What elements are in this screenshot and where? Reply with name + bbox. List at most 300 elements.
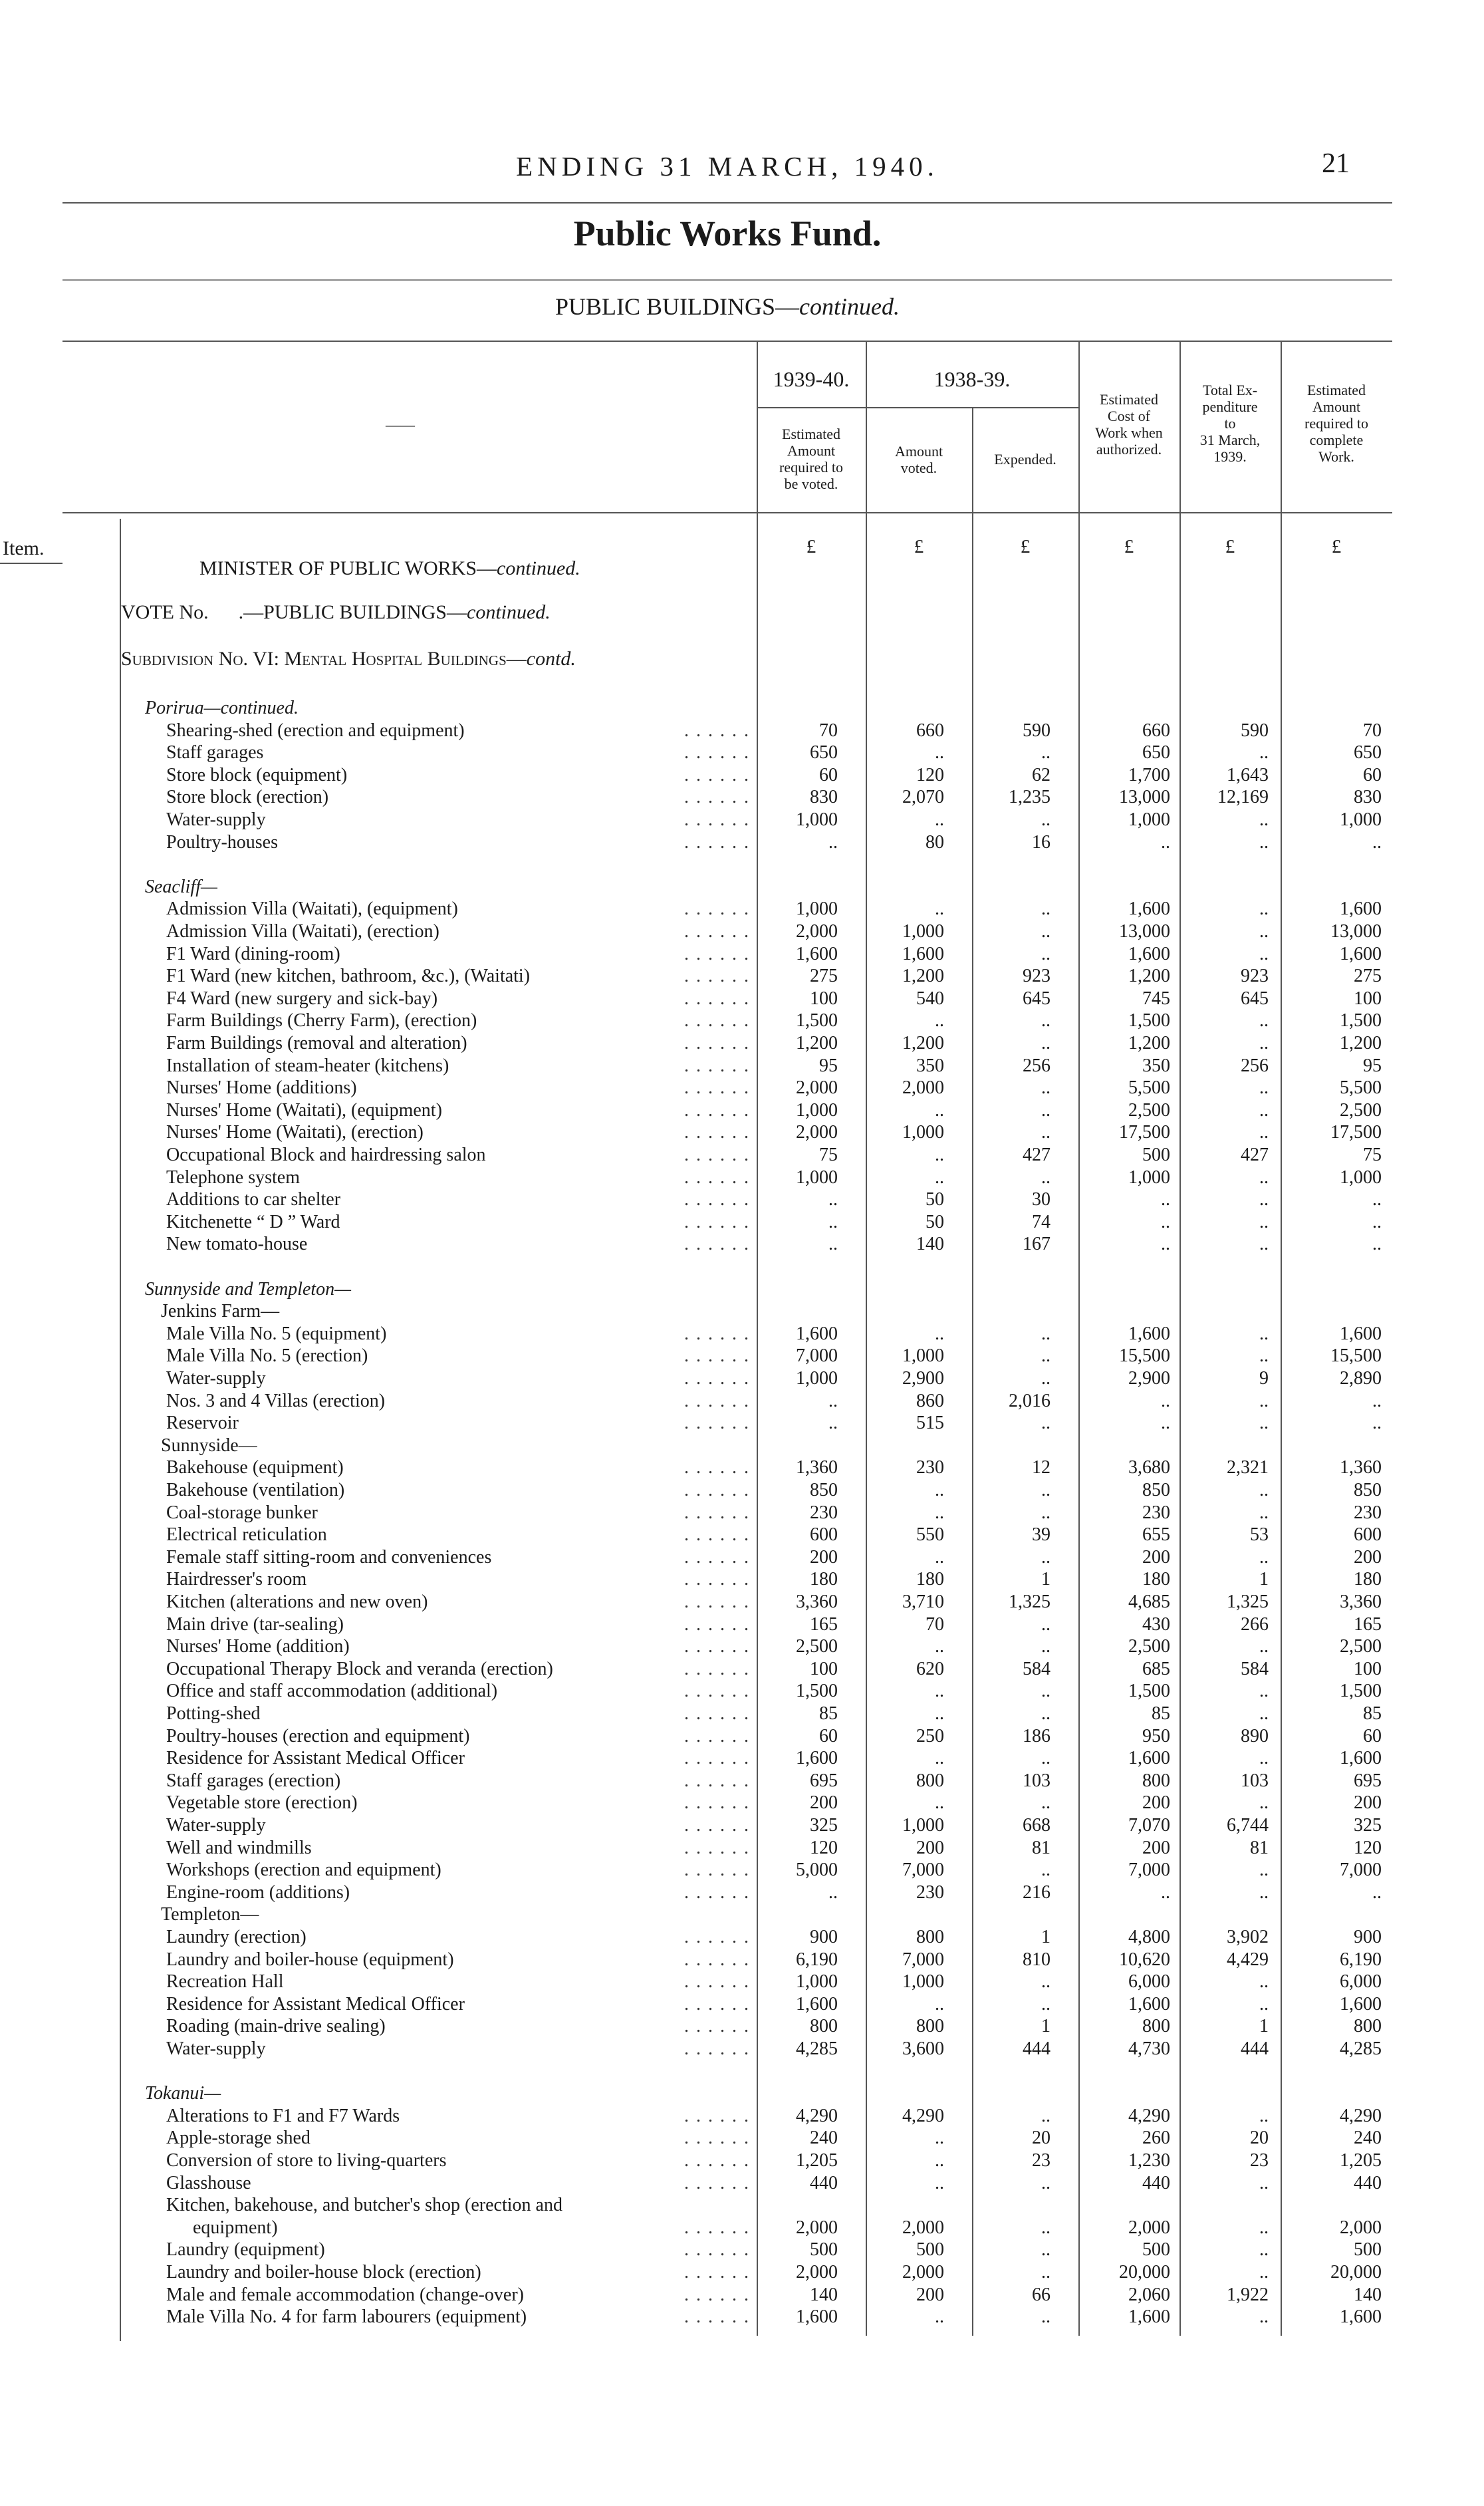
row-value-col4: 7,000 [1128, 1860, 1170, 1880]
row-value-col5: 1,325 [1227, 1592, 1269, 1612]
row-value-col4: 13,000 [1119, 787, 1170, 807]
col-amount-voted-line: Amount [894, 443, 943, 460]
row-label: Water-supply [166, 1815, 266, 1836]
row-value-col6: 95 [1363, 1055, 1382, 1076]
row-value-col6: 165 [1354, 1614, 1382, 1635]
col-est-amount-line: be voted. [784, 476, 838, 492]
col-amount-voted-line: voted. [900, 460, 937, 476]
row-value-col4: 4,290 [1128, 2106, 1170, 2126]
row-value-col4: 20,000 [1119, 2262, 1170, 2283]
row-value-col1: 2,000 [796, 1077, 838, 1098]
row-label: Kitchenette “ D ” Ward [166, 1212, 340, 1232]
row-label: F1 Ward (new kitchen, bathroom, &c.), (Waitati) [166, 966, 531, 986]
row-value-col6: 2,500 [1340, 1100, 1382, 1121]
row-value-col1: 1,205 [796, 2150, 838, 2171]
leader-dots: . . . . . . [684, 2262, 750, 2283]
row-value-col2: .. [935, 1703, 944, 1724]
row-value-col3: 23 [1032, 2150, 1051, 2171]
table-row [0, 965, 1484, 988]
row-value-col6: 1,000 [1340, 1167, 1382, 1188]
leader-dots: . . . . . . [684, 1592, 750, 1612]
table-row [0, 1680, 1484, 1703]
row-value-col3: .. [1041, 1614, 1051, 1635]
row-label: Roading (main-drive sealing) [166, 2016, 386, 2036]
row-value-col5: 9 [1259, 1368, 1269, 1389]
table-row [0, 1412, 1484, 1435]
row-value-col1: 5,000 [796, 1860, 838, 1880]
row-value-col3: .. [1041, 1480, 1051, 1500]
col-total-exp-line: 1939. [1213, 448, 1247, 465]
row-value-col1: 1,360 [796, 1457, 838, 1478]
row-label: Occupational Block and hairdressing salon [166, 1145, 486, 1165]
table-row [0, 1211, 1484, 1234]
row-value-col2: .. [935, 2150, 944, 2171]
row-value-col4: 1,700 [1128, 765, 1170, 785]
row-value-col4: .. [1161, 1882, 1170, 1903]
row-value-col1: 200 [810, 1792, 838, 1813]
row-value-col2: 140 [916, 1234, 944, 1254]
row-value-col4: 10,620 [1119, 1949, 1170, 1970]
table-row [0, 786, 1484, 809]
row-value-col6: .. [1372, 832, 1382, 853]
row-value-col2: 7,000 [902, 1949, 944, 1970]
table-row [0, 1323, 1484, 1345]
row-value-col5: .. [1259, 1010, 1269, 1031]
row-value-col5: 12,169 [1217, 787, 1269, 807]
row-label: Male Villa No. 5 (erection) [166, 1345, 368, 1366]
row-value-col6: 1,600 [1340, 1323, 1382, 1344]
row-value-col6: 2,890 [1340, 1368, 1382, 1389]
row-label: Poultry-houses [166, 832, 278, 853]
leader-dots: . . . . . . [684, 832, 750, 853]
row-value-col3: .. [1041, 1413, 1051, 1433]
row-value-col6: 325 [1354, 1815, 1382, 1836]
row-value-col1: .. [828, 1882, 838, 1903]
row-value-col2: .. [935, 2306, 944, 2327]
row-label: Coal-storage bunker [166, 1502, 318, 1523]
row-value-col5: .. [1259, 1391, 1269, 1411]
row-value-col4: 7,070 [1128, 1815, 1170, 1836]
row-label: Water-supply [166, 809, 266, 830]
row-label: Admission Villa (Waitati), (erection) [166, 921, 439, 942]
table-row [0, 2082, 1484, 2105]
row-value-col2: 2,000 [902, 1077, 944, 1098]
row-value-col6: 13,000 [1330, 921, 1382, 942]
row-value-col5: 81 [1250, 1838, 1269, 1858]
row-label: Admission Villa (Waitati), (equipment) [166, 899, 458, 919]
row-value-col2: 70 [926, 1614, 944, 1635]
row-value-col1: 6,190 [796, 1949, 838, 1970]
col-est-complete-line: required to [1304, 415, 1368, 432]
row-value-col3: .. [1041, 1368, 1051, 1389]
row-value-col1: 1,600 [796, 944, 838, 964]
row-value-col1: 75 [819, 1145, 838, 1165]
leader-dots: . . . . . . [684, 1748, 750, 1768]
row-label: Poultry-houses (erection and equipment) [166, 1726, 470, 1746]
row-value-col1: 1,000 [796, 899, 838, 919]
row-value-col1: 500 [810, 2239, 838, 2260]
row-value-col4: 200 [1142, 1792, 1170, 1813]
row-value-col2: 500 [916, 2239, 944, 2260]
row-value-col1: 2,000 [796, 2262, 838, 2283]
row-value-col5: 103 [1241, 1770, 1269, 1791]
row-value-col3: 81 [1032, 1838, 1051, 1858]
row-label: Additions to car shelter [166, 1189, 341, 1210]
page-number: 21 [1322, 148, 1350, 179]
row-value-col2: 1,600 [902, 944, 944, 964]
row-value-col3: 810 [1023, 1949, 1051, 1970]
row-value-col5: .. [1259, 1033, 1269, 1053]
col-est-cost-line: Estimated [1100, 391, 1158, 408]
leader-dots: . . . . . . [684, 1949, 750, 1970]
row-value-col2: 515 [916, 1413, 944, 1433]
row-value-col2: 200 [916, 1838, 944, 1858]
table-row [0, 1814, 1484, 1837]
leader-dots: . . . . . . [684, 1413, 750, 1433]
row-value-col2: 3,600 [902, 2038, 944, 2059]
row-value-col3: .. [1041, 2306, 1051, 2327]
row-value-col4: 1,200 [1128, 1033, 1170, 1053]
col-est-amount-line: required to [779, 459, 843, 476]
row-label: Store block (erection) [166, 787, 329, 807]
row-value-col1: 4,290 [796, 2106, 838, 2126]
row-value-col5: 590 [1241, 720, 1269, 741]
leader-dots: . . . . . . [684, 1994, 750, 2015]
row-value-col4: 2,500 [1128, 1636, 1170, 1657]
row-label: Laundry and boiler-house (equipment) [166, 1949, 454, 1970]
row-value-col3: 668 [1023, 1815, 1051, 1836]
leader-dots: . . . . . . [684, 1010, 750, 1031]
row-value-col1: 230 [810, 1502, 838, 1523]
leader-dots: . . . . . . [684, 1770, 750, 1791]
leader-dots: . . . . . . [684, 2128, 750, 2148]
table-row [0, 1390, 1484, 1413]
row-value-col4: 850 [1142, 1480, 1170, 1500]
row-value-col1: 2,000 [796, 2217, 838, 2238]
row-value-col6: 6,190 [1340, 1949, 1382, 1970]
row-label: Male Villa No. 5 (equipment) [166, 1323, 387, 1344]
table-row [0, 2150, 1484, 2172]
col-est-complete-line: Work. [1318, 448, 1354, 465]
pound-sign-col5: £ [1225, 536, 1235, 557]
leader-dots: . . . . . . [684, 1792, 750, 1813]
table-row [0, 2105, 1484, 2128]
row-label: Nurses' Home (additions) [166, 1077, 357, 1098]
row-value-col3: .. [1041, 1994, 1051, 2015]
row-label: Store block (equipment) [166, 765, 348, 785]
row-value-col3: .. [1041, 1010, 1051, 1031]
row-value-col1: 60 [819, 765, 838, 785]
row-value-col5: .. [1259, 1703, 1269, 1724]
leader-dots: . . . . . . [684, 2150, 750, 2171]
item-label: Item. [3, 537, 45, 559]
col-total-exp-line: penditure [1202, 398, 1258, 415]
row-value-col4: 430 [1142, 1614, 1170, 1635]
row-label: Conversion of store to living-quarters [166, 2150, 447, 2171]
row-value-col5: 23 [1250, 2150, 1269, 2171]
leader-dots: . . . . . . [684, 2306, 750, 2327]
col-total-exp-line: 31 March, [1199, 432, 1261, 448]
row-value-col2: 50 [926, 1212, 944, 1232]
leader-dots: . . . . . . [684, 1614, 750, 1635]
row-value-col2: 540 [916, 988, 944, 1009]
row-label: Residence for Assistant Medical Officer [166, 1994, 465, 2015]
col-expended-line: Expended. [994, 451, 1056, 468]
leader-dots: . . . . . . [684, 899, 750, 919]
row-value-col4: 655 [1142, 1524, 1170, 1545]
row-value-col6: 20,000 [1330, 2262, 1382, 2283]
leader-dots: . . . . . . [684, 1636, 750, 1657]
row-value-col4: 1,000 [1128, 1167, 1170, 1188]
table-row [0, 1770, 1484, 1792]
row-value-col5: 1 [1259, 2016, 1269, 2036]
table-row [0, 1546, 1484, 1569]
row-value-col1: 1,600 [796, 1994, 838, 2015]
row-value-col1: 85 [819, 1703, 838, 1724]
row-value-col6: 1,600 [1340, 899, 1382, 919]
row-value-col4: 1,600 [1128, 1323, 1170, 1344]
row-value-col1: 1,000 [796, 1971, 838, 1992]
row-value-col2: 3,710 [902, 1592, 944, 1612]
row-label: Tokanui— [145, 2083, 221, 2104]
row-value-col2: 7,000 [902, 1860, 944, 1880]
row-value-col1: 600 [810, 1524, 838, 1545]
row-value-col5: 427 [1241, 1145, 1269, 1165]
row-value-col3: .. [1041, 899, 1051, 919]
row-label: F1 Ward (dining-room) [166, 944, 340, 964]
table-row [0, 1435, 1484, 1457]
table-row [0, 1233, 1484, 1256]
leader-dots: . . . . . . [684, 1927, 750, 1947]
row-label: New tomato-house [166, 1234, 308, 1254]
row-value-col6: 2,000 [1340, 2217, 1382, 2238]
row-value-col6: 5,500 [1340, 1077, 1382, 1098]
row-value-col4: .. [1161, 1212, 1170, 1232]
row-value-col3: 20 [1032, 2128, 1051, 2148]
leader-dots: . . . . . . [684, 1145, 750, 1165]
row-label: Female staff sitting-room and conveniences [166, 1547, 492, 1568]
row-value-col3: 74 [1032, 1212, 1051, 1232]
row-value-col2: 50 [926, 1189, 944, 1210]
row-value-col2: 230 [916, 1457, 944, 1478]
row-value-col6: 200 [1354, 1547, 1382, 1568]
row-value-col6: 140 [1354, 2285, 1382, 2305]
row-value-col3: 103 [1023, 1770, 1051, 1791]
row-value-col3: 12 [1032, 1457, 1051, 1478]
row-label: Sunnyside— [161, 1435, 257, 1456]
row-label: Sunnyside and Templeton— [145, 1279, 352, 1300]
row-value-col5: 256 [1241, 1055, 1269, 1076]
row-value-col5: .. [1259, 1792, 1269, 1813]
row-value-col6: 830 [1354, 787, 1382, 807]
row-value-col5: .. [1259, 1636, 1269, 1657]
row-value-col2: .. [935, 809, 944, 830]
row-value-col5: .. [1259, 1077, 1269, 1098]
col-est-cost-line: Cost of [1107, 408, 1151, 424]
row-label: Engine-room (additions) [166, 1882, 350, 1903]
row-label: Staff garages (erection) [166, 1770, 341, 1791]
row-label: Alterations to F1 and F7 Wards [166, 2106, 400, 2126]
row-value-col4: .. [1161, 1189, 1170, 1210]
row-value-col3: 444 [1023, 2038, 1051, 2059]
table-row [0, 1077, 1484, 1099]
row-value-col2: .. [935, 1145, 944, 1165]
table-row [0, 1859, 1484, 1881]
row-value-col3: 1,235 [1009, 787, 1051, 807]
row-label: Well and windmills [166, 1838, 312, 1858]
leader-dots: . . . . . . [684, 1100, 750, 1121]
row-label: Templeton— [161, 1904, 259, 1925]
row-value-col5: 6,744 [1227, 1815, 1269, 1836]
row-value-col1: 1,600 [796, 2306, 838, 2327]
leader-dots: . . . . . . [684, 2217, 750, 2238]
row-label: Residence for Assistant Medical Officer [166, 1748, 465, 1768]
col-est-complete-line: Estimated [1307, 382, 1366, 398]
row-label: Nurses' Home (Waitati), (erection) [166, 1122, 424, 1143]
row-value-col3: 256 [1023, 1055, 1051, 1076]
row-value-col5: .. [1259, 1994, 1269, 2015]
row-value-col2: 4,290 [902, 2106, 944, 2126]
table-row [0, 1167, 1484, 1189]
row-value-col6: 2,500 [1340, 1636, 1382, 1657]
leader-dots: . . . . . . [684, 1882, 750, 1903]
row-value-col5: .. [1259, 1480, 1269, 1500]
leader-dots: . . . . . . [684, 1077, 750, 1098]
row-value-col2: .. [935, 2128, 944, 2148]
row-value-col1: 1,000 [796, 1167, 838, 1188]
row-value-col2: 250 [916, 1726, 944, 1746]
row-value-col1: .. [828, 1212, 838, 1232]
row-value-col5: .. [1259, 1748, 1269, 1768]
row-label: Recreation Hall [166, 1971, 284, 1992]
row-value-col1: .. [828, 1234, 838, 1254]
row-value-col1: 650 [810, 742, 838, 763]
row-label: Seacliff— [145, 877, 217, 897]
row-value-col3: 427 [1023, 1145, 1051, 1165]
row-label: Jenkins Farm— [161, 1301, 280, 1322]
row-value-col6: 240 [1354, 2128, 1382, 2148]
row-value-col5: 444 [1241, 2038, 1269, 2059]
row-value-col3: 167 [1023, 1234, 1051, 1254]
row-value-col2: .. [935, 1100, 944, 1121]
table-row [0, 831, 1484, 854]
row-value-col2: 2,000 [902, 2217, 944, 2238]
table-row [0, 2239, 1484, 2261]
row-value-col2: .. [935, 1547, 944, 1568]
table-row [0, 1837, 1484, 1860]
leader-dots: . . . . . . [684, 2016, 750, 2036]
pound-sign-col1: £ [806, 536, 816, 557]
row-value-col2: 1,000 [902, 1971, 944, 1992]
row-value-col3: .. [1041, 2217, 1051, 2238]
row-value-col3: 66 [1032, 2285, 1051, 2305]
row-value-col3: 1 [1041, 2016, 1051, 2036]
row-value-col6: 900 [1354, 1927, 1382, 1947]
row-value-col3: .. [1041, 944, 1051, 964]
row-value-col1: 1,000 [796, 1100, 838, 1121]
row-label: Installation of steam-heater (kitchens) [166, 1055, 449, 1076]
row-value-col6: .. [1372, 1212, 1382, 1232]
row-value-col2: 180 [916, 1569, 944, 1590]
row-value-col6: 60 [1363, 765, 1382, 785]
pound-sign-col4: £ [1124, 536, 1134, 557]
row-value-col4: 2,060 [1128, 2285, 1170, 2305]
row-label: Potting-shed [166, 1703, 261, 1724]
leader-dots: . . . . . . [684, 921, 750, 942]
row-label: Workshops (erection and equipment) [166, 1860, 441, 1880]
table-row [0, 1725, 1484, 1748]
row-value-col6: 1,600 [1340, 944, 1382, 964]
row-value-col5: 3,902 [1227, 1927, 1269, 1947]
row-value-col4: 1,200 [1128, 966, 1170, 986]
row-label: Office and staff accommodation (additional) [166, 1681, 498, 1701]
row-value-col3: .. [1041, 1077, 1051, 1098]
row-label: Reservoir [166, 1413, 239, 1433]
col-est-amount-line: Amount [787, 442, 836, 459]
row-value-col5: 1,922 [1227, 2285, 1269, 2305]
row-value-col2: 550 [916, 1524, 944, 1545]
row-value-col6: 440 [1354, 2173, 1382, 2193]
row-value-col6: 695 [1354, 1770, 1382, 1791]
table-row [0, 742, 1484, 764]
table-row [0, 1278, 1484, 1301]
row-value-col4: 800 [1142, 1770, 1170, 1791]
row-value-col4: 745 [1142, 988, 1170, 1009]
row-label: Bakehouse (equipment) [166, 1457, 344, 1478]
row-value-col4: 4,800 [1128, 1927, 1170, 1947]
row-value-col3: .. [1041, 921, 1051, 942]
row-value-col3: .. [1041, 1100, 1051, 1121]
row-value-col4: 1,600 [1128, 944, 1170, 964]
row-label: Nurses' Home (Waitati), (equipment) [166, 1100, 442, 1121]
row-value-col6: 3,360 [1340, 1592, 1382, 1612]
leader-dots: . . . . . . [684, 1368, 750, 1389]
leader-dots: . . . . . . [684, 787, 750, 807]
table-row [0, 1300, 1484, 1323]
row-value-col2: 350 [916, 1055, 944, 1076]
row-value-col2: 230 [916, 1882, 944, 1903]
table-row [0, 1903, 1484, 1926]
table-row [0, 1747, 1484, 1770]
table-row [0, 1144, 1484, 1167]
row-value-col5: .. [1259, 2262, 1269, 2283]
row-value-col3: 584 [1023, 1659, 1051, 1679]
row-value-col2: 620 [916, 1659, 944, 1679]
row-value-col4: 4,730 [1128, 2038, 1170, 2059]
leader-dots: . . . . . . [684, 1345, 750, 1366]
row-value-col5: 20 [1250, 2128, 1269, 2148]
row-value-col2: .. [935, 899, 944, 919]
row-value-col1: 100 [810, 1659, 838, 1679]
row-value-col6: .. [1372, 1391, 1382, 1411]
row-value-col6: 275 [1354, 966, 1382, 986]
row-value-col6: 1,500 [1340, 1681, 1382, 1701]
leader-dots: . . . . . . [684, 720, 750, 741]
row-value-col6: .. [1372, 1189, 1382, 1210]
table-row [0, 1971, 1484, 1993]
row-value-col4: 3,680 [1128, 1457, 1170, 1478]
leader-dots: . . . . . . [684, 1524, 750, 1545]
row-label: Bakehouse (ventilation) [166, 1480, 345, 1500]
row-value-col3: 62 [1032, 765, 1051, 785]
row-value-col1: 1,200 [796, 1033, 838, 1053]
row-value-col5: 923 [1241, 966, 1269, 986]
row-label: equipment) [193, 2217, 278, 2238]
row-value-col5: .. [1259, 1234, 1269, 1254]
table-row [0, 2217, 1484, 2239]
row-value-col4: 1,000 [1128, 809, 1170, 830]
row-value-col2: .. [935, 1167, 944, 1188]
